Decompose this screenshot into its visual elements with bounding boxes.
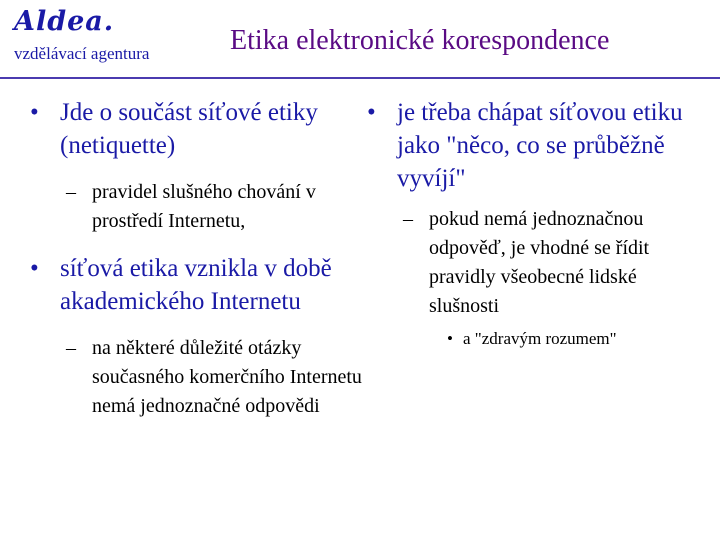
sub-sub-bullet-item — [365, 327, 685, 351]
bullet-item — [365, 96, 685, 195]
bullet-marker: • — [30, 99, 39, 126]
bullet-text: je třeba chápat síťovou etiku jako "něco, co se průběžně vyvíjí" — [397, 99, 683, 192]
sub-bullet-text: na některé důležité otázky současného komerčního Internetu nemá jednoznačné odpovědi — [92, 337, 362, 417]
slide-title: Etika elektronické korespondence — [230, 25, 610, 56]
sub-bullet-item — [365, 205, 685, 321]
bullet-item — [28, 96, 368, 162]
sub-bullet-text: pokud nemá jednoznačnou odpověď, je vhodné se řídit pravidly všeobecné lidské slušnosti — [429, 208, 650, 317]
bullet-marker: • — [367, 99, 376, 126]
sub-bullet-item — [28, 334, 368, 421]
left-column — [28, 96, 368, 421]
dash-marker: – — [403, 208, 413, 230]
sub-bullet-item — [28, 178, 368, 236]
bullet-text: Jde o součást síťové etiky (netiquette) — [60, 99, 318, 159]
sub-bullet-text: pravidel slušného chování v prostředí Internetu, — [92, 181, 316, 232]
dash-marker: – — [66, 337, 76, 359]
sub-sub-bullet-text: a "zdravým rozumem" — [463, 329, 617, 348]
logo: Aldea. — [14, 6, 115, 37]
bullet-item — [28, 252, 368, 318]
agency-subtitle: vzdělávací agentura — [14, 44, 150, 63]
header-divider — [0, 77, 720, 79]
bullet-marker: • — [30, 255, 39, 282]
right-column — [365, 96, 685, 351]
bullet-marker: • — [447, 329, 453, 348]
dash-marker: – — [66, 181, 76, 203]
bullet-text: síťová etika vznikla v době akademického Internetu — [60, 255, 332, 315]
